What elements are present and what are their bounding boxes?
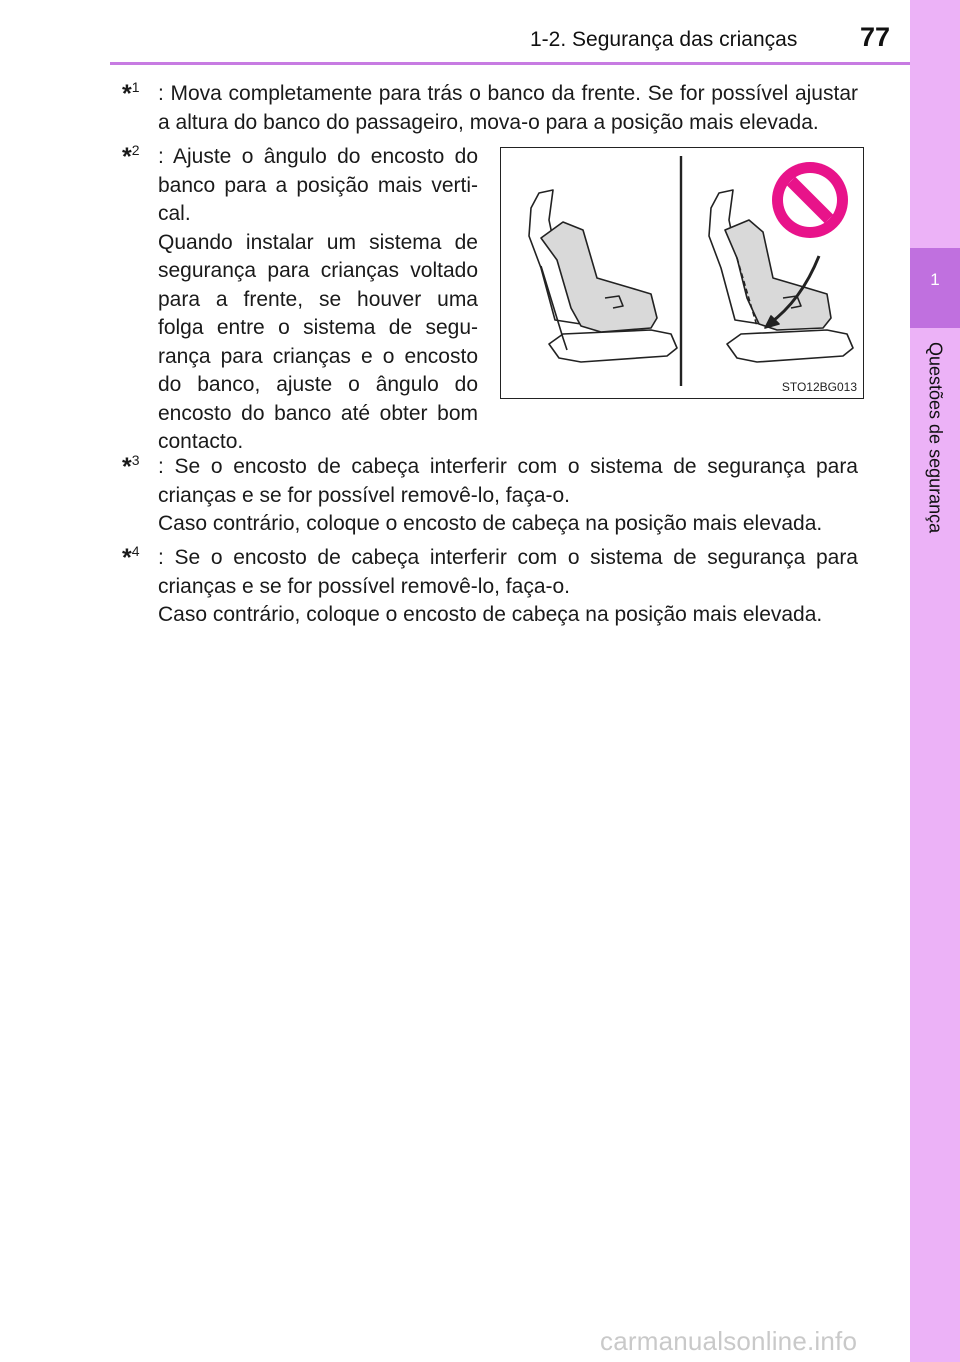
note-paragraph: Quando instalar um sistema de segurança para crianças voltado para a frente, se houver uma folga entre o sistema de segu-rança para crianças e o encosto do banco, ajuste o ângulo do encosto do banco até obter bom contacto. [158,230,478,453]
chapter-number: 1 [930,270,940,289]
note-paragraph: : Mova completamente para trás o banco da frente. Se for possível ajustar a altura do banco do passageiro, mova-o para a posição mais elevada. [158,82,858,134]
chapter-number-box [910,248,960,328]
chapter-title-text: Questões de segurança [925,342,946,534]
section-title: 1-2. Segurança das crianças [530,28,798,51]
note-star: * [122,80,132,108]
correct-seat-illustration [529,190,677,362]
note-star: * [122,544,132,572]
note-3 [122,453,858,539]
page-number: 77 [860,22,891,52]
note-marker [122,80,140,112]
note-index: 1 [131,79,140,95]
note-marker [122,544,140,576]
chapter-title [914,342,946,534]
seat-angle-figure [500,147,864,399]
note-paragraph: : Ajuste o ângulo do encosto do banco para a posição mais verti-cal. [158,145,478,225]
figure-code: STO12BG013 [781,380,857,394]
note-index: 2 [131,142,140,158]
note-paragraph: Caso contrário, coloque o encosto de cabeça na posição mais elevada. [158,603,823,626]
note-star: * [122,143,132,171]
note-marker [122,453,140,485]
watermark: carmanualsonline.info [600,1326,858,1356]
prohibition-icon [772,162,848,238]
note-4 [122,544,858,630]
header-rule [110,62,910,65]
note-marker [122,143,140,175]
seat-illustration [501,148,863,398]
note-index: 3 [131,452,140,468]
note-star: * [122,453,132,481]
note-1 [122,80,858,137]
note-paragraph: Caso contrário, coloque o encosto de cabeça na posição mais elevada. [158,512,823,535]
note-index: 4 [131,543,140,559]
note-paragraph: : Se o encosto de cabeça interferir com o sistema de segurança para crianças e se for possível removê-lo, faça-o. [158,455,858,507]
note-2 [122,143,478,457]
note-paragraph: : Se o encosto de cabeça interferir com o sistema de segurança para crianças e se for possível removê-lo, faça-o. [158,546,858,598]
chapter-side-tab [910,0,960,1362]
